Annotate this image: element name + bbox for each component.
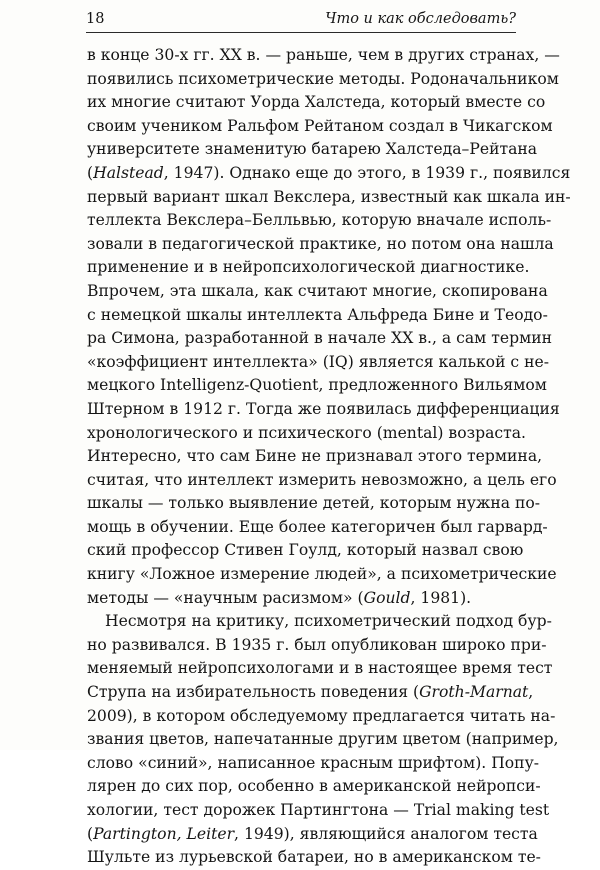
chapter-title: Что и как обследовать? xyxy=(325,11,516,27)
text-segment: , 1949), являющийся аналогом теста xyxy=(234,824,538,843)
text-line-32 xyxy=(87,775,541,799)
text-segment: первый вариант шкал Векслера, известный как шкала ин- xyxy=(87,187,571,206)
text-line-21 xyxy=(87,516,548,540)
text-line-05 xyxy=(87,138,538,162)
text-line-30 xyxy=(87,728,559,752)
text-segment: Впрочем, эта шкала, как считают многие, скопирована xyxy=(87,281,548,300)
text-segment: шкалы — только выявление детей, которым нужна по- xyxy=(87,494,541,513)
italic-citation: Halstead xyxy=(93,163,164,182)
text-segment: считая, что интеллект измерить невозможно, а цель его xyxy=(87,470,557,489)
text-segment: методы — «научным расизмом» ( xyxy=(87,588,364,607)
italic-citation: Gould xyxy=(363,588,411,607)
text-line-06 xyxy=(87,162,571,186)
text-segment: Несмотря на критику, психометрический подход бур- xyxy=(105,612,552,631)
text-segment: книгу «Ложное измерение людей», а психометрические xyxy=(87,565,557,584)
text-line-31 xyxy=(87,752,540,776)
text-segment: 2009), в котором обследуемому предлагается читать на- xyxy=(87,706,556,725)
text-line-13 xyxy=(87,327,553,351)
text-line-22 xyxy=(87,539,524,563)
text-segment: зовали в педагогической практике, но потом она нашла xyxy=(87,234,554,253)
text-line-19 xyxy=(87,469,557,493)
text-segment: появились психометрические методы. Родоначальником xyxy=(87,69,559,88)
text-segment: их многие считают Уорда Халстеда, который вместе со xyxy=(87,93,546,112)
text-segment: «коэффициент интеллекта» (IQ) является калькой с не- xyxy=(87,352,550,371)
text-segment: лярен до сих пор, особенно в американской нейропси- xyxy=(87,777,541,796)
text-line-02 xyxy=(87,68,559,92)
text-line-15 xyxy=(87,374,547,398)
text-segment: ( xyxy=(87,824,94,843)
text-line-23 xyxy=(87,563,557,587)
text-line-09 xyxy=(87,233,554,257)
text-line-04 xyxy=(87,115,553,139)
text-segment: мецкого Intelligenz-Quotient, предложенного Вильямом xyxy=(87,376,547,395)
running-head xyxy=(86,6,516,33)
text-segment: Струпа на избирательность поведения ( xyxy=(87,683,420,702)
text-line-26 xyxy=(87,634,547,658)
text-segment: с немецкой шкалы интеллекта Альфреда Бине и Теодо- xyxy=(87,305,548,324)
text-segment: Интересно, что сам Бине не признавал этого термина, xyxy=(87,447,543,466)
text-line-16 xyxy=(87,398,560,422)
text-segment: , 1981). xyxy=(410,588,472,607)
text-line-34 xyxy=(87,823,538,847)
text-line-12 xyxy=(87,304,548,328)
text-segment: Шульте из лурьевской батареи, но в американском те- xyxy=(87,848,541,867)
text-line-18 xyxy=(87,445,543,469)
text-segment: но развивался. В 1935 г. был опубликован широко при- xyxy=(87,635,547,654)
page-number: 18 xyxy=(86,11,105,27)
text-segment: меняемый нейропсихологами и в настоящее время тест xyxy=(87,659,553,678)
text-segment: , xyxy=(528,683,534,702)
text-segment: применение и в нейропсихологической диагностике. xyxy=(87,258,530,277)
text-line-33 xyxy=(87,799,550,823)
text-line-29 xyxy=(87,705,556,729)
text-segment: слово «синий», написанное красным шрифтом). Попу- xyxy=(87,753,540,772)
text-segment: мощь в обучении. Еще более категоричен был гарвард- xyxy=(87,517,548,536)
text-segment: ра Симона, разработанной в начале XX в., а сам термин xyxy=(87,329,553,348)
text-segment: университете знаменитую батарею Халстеда–Рейтана xyxy=(87,140,538,159)
text-line-25 xyxy=(87,610,552,634)
text-line-17 xyxy=(87,422,527,446)
text-line-14 xyxy=(87,351,550,375)
text-line-10 xyxy=(87,256,530,280)
text-line-01 xyxy=(87,44,560,68)
text-line-27 xyxy=(87,657,553,681)
text-line-20 xyxy=(87,492,541,516)
text-line-24 xyxy=(87,587,517,611)
text-line-11 xyxy=(87,280,548,304)
text-line-03 xyxy=(87,91,546,115)
text-segment: в конце 30-х гг. XX в. — раньше, чем в других странах, — xyxy=(87,46,560,64)
text-segment: хронологического и психического (mental) возраста. xyxy=(87,423,527,442)
text-segment: своим учеником Ральфом Рейтаном создал в Чикагском xyxy=(87,116,553,135)
text-segment: звания цветов, напечатанные другим цветом (например, xyxy=(87,730,559,749)
text-line-07 xyxy=(87,186,571,210)
text-segment: ( xyxy=(87,163,94,182)
text-line-08 xyxy=(87,209,552,233)
text-line-35 xyxy=(87,846,541,870)
body-text xyxy=(87,44,571,870)
text-segment: хологии, тест дорожек Партингтона — Trial making test xyxy=(87,801,550,819)
text-segment: , 1947). Однако еще до этого, в 1939 г., появился xyxy=(163,163,571,182)
text-segment: Штерном в 1912 г. Тогда же появилась дифференциация xyxy=(87,399,560,418)
italic-citation: Groth-Marnat xyxy=(419,683,529,702)
text-segment: ский профессор Стивен Гоулд, который назвал свою xyxy=(87,541,524,560)
italic-citation: Partington, Leiter xyxy=(93,824,235,843)
text-line-28 xyxy=(87,681,534,705)
text-segment: теллекта Векслера–Белльвью, которую вначале исполь- xyxy=(87,211,552,230)
